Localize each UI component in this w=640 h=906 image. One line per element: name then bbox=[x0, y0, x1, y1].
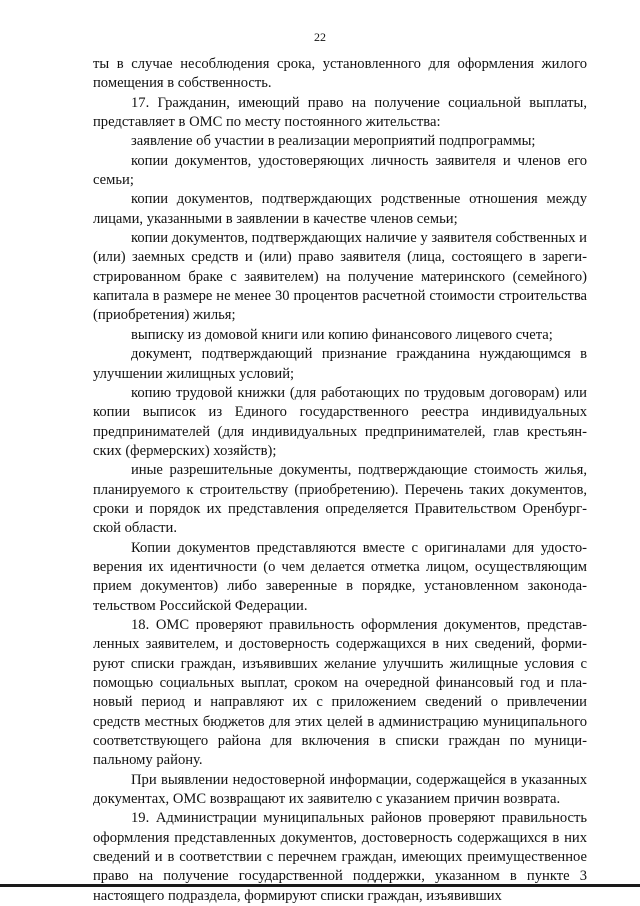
list-item-house-register: выписку из домовой книги или копию финансового лицевого счета; bbox=[131, 326, 553, 343]
document-body bbox=[93, 55, 587, 906]
list-item-funds-copies: копии документов, подтверждающих наличие у заявителя собственных и (или) заемных средств и (или) право заявителя (лица, состоящего в зарегистрированном браке с заявителем) на получение материнского (семейного) капитала в размере не менее 30 процентов расчетной стоимости строительства (приобретения) жилья; bbox=[93, 230, 587, 324]
list-item-need-recognition: документ, подтверждающий признание гражданина нуждающимся в улучшении жилищных условий; bbox=[93, 346, 587, 382]
page-number: 22 bbox=[314, 30, 326, 44]
paragraph-item-17: 17. Гражданин, имеющий право на получение социальной выплаты, представляет в ОМС по месту постоянного жительства: bbox=[93, 94, 587, 131]
list-item-application: заявление об участии в реализации мероприятий подпрограммы; bbox=[131, 133, 536, 150]
paragraph-item-19: 19. Администрации муниципальных районов проверяют правильность оформления представленных документов, достоверность содержащихся в них сведений и в соответствии с перечнем граждан, имеющих преимущественное право на получение государственной поддержки, указанном в пункте 3 настоящего подраздела, формируют списки граждан, изъявивших bbox=[93, 810, 587, 904]
paragraph-copies-originals: Копии документов представляются вместе с оригиналами для удостоверения их идентичности (о чем делается отметка лицом, осуществляющим прием документов) либо заверенные в порядке, установленном законодательством Российской Федерации. bbox=[93, 539, 587, 614]
bottom-rule bbox=[0, 884, 640, 887]
list-item-other-permits: иные разрешительные документы, подтверждающие стоимость жилья, планируемого к строительству (приобретению). Перечень таких документов, сроки и порядок их представления определяется Правительством Оренбургской области. bbox=[93, 462, 587, 537]
list-item-kinship-copies: копии документов, подтверждающих родственные отношения между лицами, указанными в заявлении в качестве членов семьи; bbox=[93, 191, 587, 227]
paragraph-continuation: ты в случае несоблюдения срока, установленного для оформления жилого помещения в собственность. bbox=[93, 56, 587, 92]
list-item-identity-copies: копии документов, удостоверяющих личность заявителя и членов его семьи; bbox=[93, 152, 587, 189]
paragraph-unreliable-info: При выявлении недостоверной информации, содержащейся в указанных документах, ОМС возвращают их заявителю с указанием причин возврата. bbox=[93, 771, 587, 808]
paragraph-item-18: 18. ОМС проверяют правильность оформления документов, представленных заявителем, и достоверность содержащихся в них сведений, формируют списки граждан, изъявивших желание улучшить жилищные условия с помощью социальных выплат, сроком на очередной финансовый год и плановый период и направляют их с приложением сведений о привлечении средств местных бюджетов для этих целей в администрацию муниципального соответствующего района для включения в списки граждан по муниципальному району. bbox=[93, 616, 587, 769]
list-item-employment-record: копию трудовой книжки (для работающих по трудовым договорам) или копии выписок из Единого государственного реестра индивидуальных предпринимателей (для индивидуальных предпринимателей, глав крестьянских (фермерских) хозяйств); bbox=[93, 384, 587, 459]
